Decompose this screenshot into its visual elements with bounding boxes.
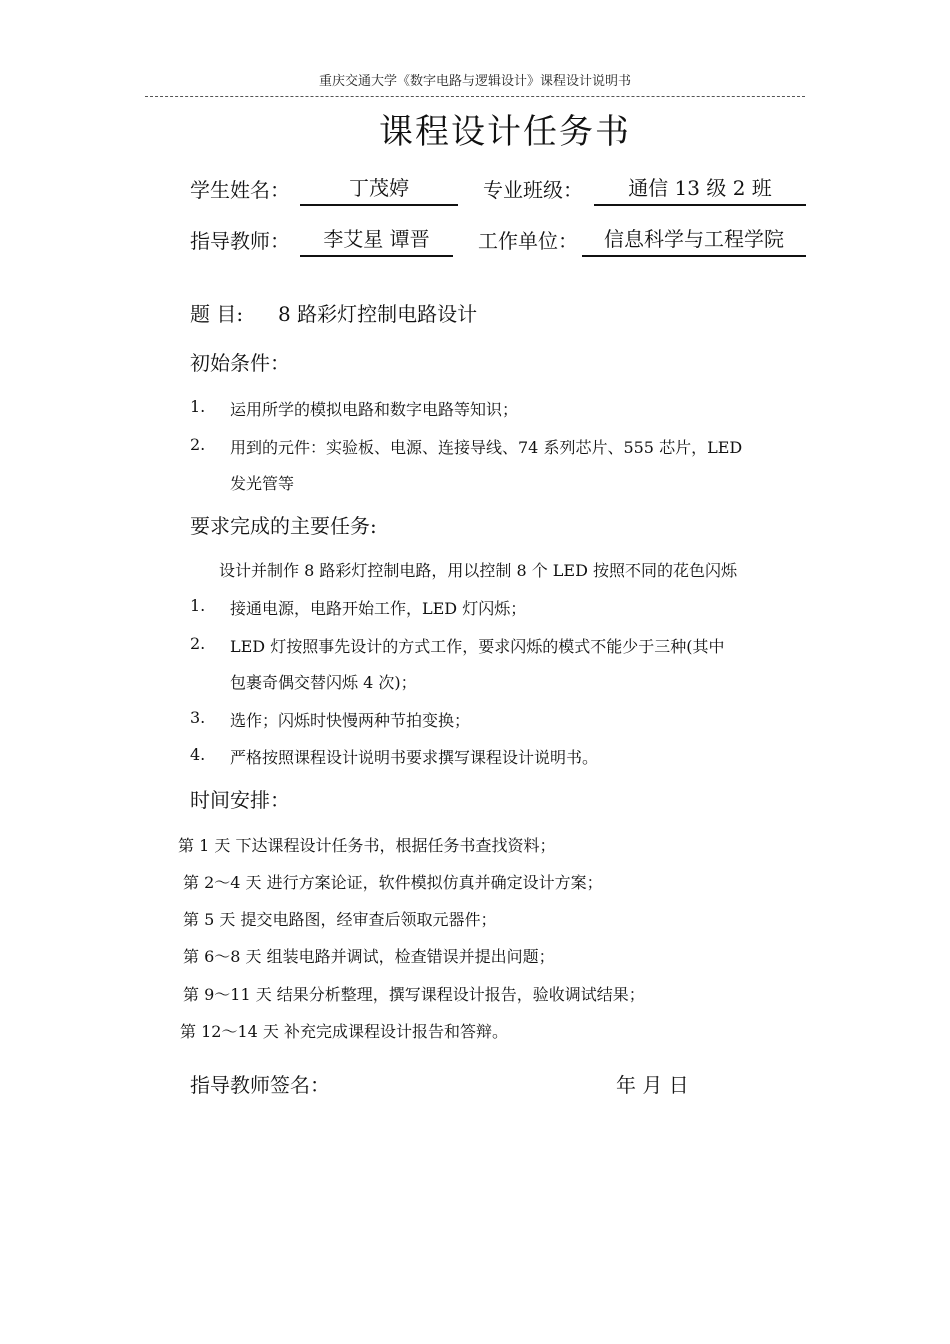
task-item-2-continuation: 包裹奇偶交替闪烁 4 次)；: [230, 673, 417, 692]
task-item-1-text: 接通电源，电路开始工作，LED 灯闪烁；: [230, 599, 527, 618]
signature-label: 指导教师签名：: [190, 1073, 330, 1097]
student-name-label: 学生姓名：: [190, 178, 290, 202]
schedule-item: 第 5 天 提交电路图，经审查后领取元器件；: [183, 910, 497, 929]
initial-item-2-text: 用到的元件：实验板、电源、连接导线、74 系列芯片、555 芯片，LED: [230, 438, 743, 457]
task-item-3-text: 选作；闪烁时快慢两种节拍变换；: [230, 711, 471, 730]
signature-date: 年 月 日: [616, 1073, 689, 1097]
initial-item-2-number: 2.: [190, 435, 206, 454]
initial-item-1-text: 运用所学的模拟电路和数字电路等知识；: [230, 400, 519, 419]
schedule-item: 第 9～11 天 结果分析整理，撰写课程设计报告，验收调试结果；: [183, 985, 645, 1004]
unit-value: 信息科学与工程学院: [582, 223, 806, 257]
student-name-value: 丁茂婷: [300, 172, 458, 206]
schedule-heading: 时间安排：: [190, 788, 290, 812]
task-item-2-number: 2.: [190, 634, 206, 653]
class-label: 专业班级：: [483, 178, 583, 202]
tasks-intro: 设计并制作 8 路彩灯控制电路，用以控制 8 个 LED 按照不同的花色闪烁: [219, 561, 738, 580]
task-item-1-number: 1.: [190, 596, 206, 615]
header-divider: [145, 96, 805, 97]
tasks-heading: 要求完成的主要任务:: [190, 514, 377, 538]
class-value: 通信 13 级 2 班: [594, 172, 806, 206]
unit-label: 工作单位：: [478, 229, 578, 253]
schedule-item: 第 1 天 下达课程设计任务书，根据任务书查找资料；: [178, 836, 556, 855]
task-item-2-text: LED 灯按照事先设计的方式工作，要求闪烁的模式不能少于三种(其中: [230, 637, 725, 656]
document-title: 课程设计任务书: [379, 112, 631, 152]
task-item-4-text: 严格按照课程设计说明书要求撰写课程设计说明书。: [230, 748, 599, 767]
initial-item-2-continuation: 发光管等: [230, 474, 295, 493]
schedule-item: 第 6～8 天 组装电路并调试，检查错误并提出问题；: [183, 947, 555, 966]
teacher-value: 李艾星 谭晋: [300, 223, 453, 257]
schedule-item: 第 12～14 天 补充完成课程设计报告和答辩。: [180, 1022, 508, 1041]
task-item-4-number: 4.: [190, 745, 206, 764]
initial-item-1-number: 1.: [190, 397, 206, 416]
page-header: 重庆交通大学《数字电路与逻辑设计》课程设计说明书: [318, 74, 631, 89]
teacher-label: 指导教师：: [190, 229, 290, 253]
topic-label: 题 目:: [190, 302, 244, 326]
topic-value: 8 路彩灯控制电路设计: [278, 302, 478, 326]
initial-heading: 初始条件：: [190, 351, 290, 375]
task-item-3-number: 3.: [190, 708, 206, 727]
schedule-item: 第 2～4 天 进行方案论证，软件模拟仿真并确定设计方案；: [183, 873, 603, 892]
